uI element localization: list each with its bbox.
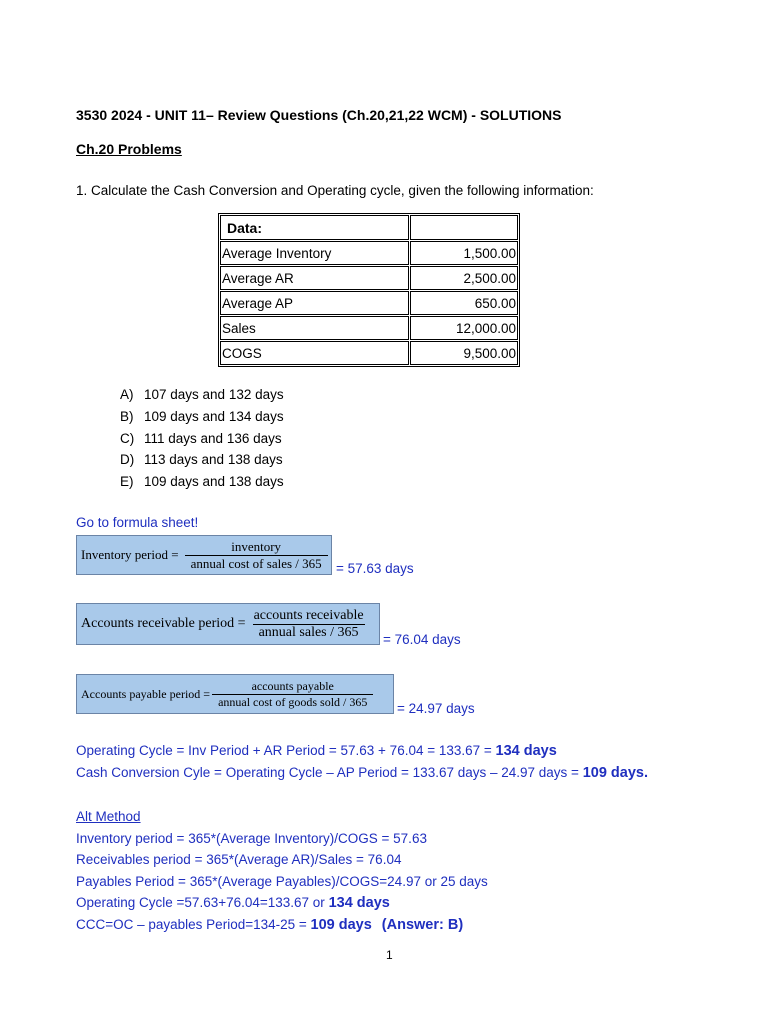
inventory-period-formula: Inventory period = $\frac{\text{inventory}}{\text{annual cost of sales / 365}}$ xyxy=(76,535,332,575)
section-heading: Ch.20 Problems xyxy=(76,141,182,157)
page-number: 1 xyxy=(386,948,393,962)
inventory-period-result: = 57.63 days xyxy=(336,561,414,576)
alt-ccc-line: CCC=OC – payables Period=134-25 = 109 days (Answer: B) xyxy=(76,917,464,933)
table-cell-value: 2,500.00 xyxy=(410,266,518,290)
data-table xyxy=(218,213,520,367)
table-row xyxy=(220,291,518,315)
table-row xyxy=(220,266,518,290)
option-d: D) 113 days and 138 days xyxy=(120,452,283,468)
ap-period-result: = 24.97 days xyxy=(397,701,475,716)
answer-options xyxy=(120,384,284,493)
table-row xyxy=(220,316,518,340)
table-cell-value: 12,000.00 xyxy=(410,316,518,340)
alt-method-heading: Alt Method xyxy=(76,809,141,824)
operating-cycle-line: Operating Cycle = Inv Period + AR Period = 57.63 + 76.04 = 133.67 = 134 days xyxy=(76,743,557,759)
alt-payables-period: Payables Period = 365*(Average Payables)/COGS=24.97 or 25 days xyxy=(76,874,488,889)
option-a: A) 107 days and 132 days xyxy=(120,387,284,402)
alt-operating-cycle: Operating Cycle =57.63+76.04=133.67 or 134 days xyxy=(76,895,390,911)
table-cell-label: Average Inventory xyxy=(220,241,409,265)
table-cell-value: 1,500.00 xyxy=(410,241,518,265)
table-cell-label: Average AR xyxy=(220,266,409,290)
option-e: E) 109 days and 138 days xyxy=(120,474,284,490)
formula-sheet-note: Go to formula sheet! xyxy=(76,515,199,530)
table-row xyxy=(220,241,518,265)
alt-receivables-period: Receivables period = 365*(Average AR)/Sales = 76.04 xyxy=(76,852,402,867)
option-b: B) 109 days and 134 days xyxy=(120,408,284,424)
table-header-value xyxy=(410,215,518,240)
table-header-row xyxy=(220,215,518,240)
table-cell-label: COGS xyxy=(220,341,409,365)
ar-period-formula: Accounts receivable period = $\frac{\text{accounts receivable}}{\text{annual sales / 365}}$ xyxy=(76,603,380,645)
table-cell-label: Sales xyxy=(220,316,409,340)
table-cell-value: 9,500.00 xyxy=(410,341,518,365)
table-cell-value: 650.00 xyxy=(410,291,518,315)
document-title: 3530 2024 - UNIT 11– Review Questions (Ch.20,21,22 WCM) - SOLUTIONS xyxy=(76,107,562,123)
alt-inventory-period: Inventory period = 365*(Average Inventory)/COGS = 57.63 xyxy=(76,831,427,846)
ar-period-result: = 76.04 days xyxy=(383,632,461,647)
table-cell-label: Average AP xyxy=(220,291,409,315)
option-c: C) 111 days and 136 days xyxy=(120,430,282,446)
table-header-label: Data: xyxy=(220,215,409,240)
answer-label: (Answer: B) xyxy=(381,917,464,933)
cash-conversion-cycle-line: Cash Conversion Cyle = Operating Cycle – AP Period = 133.67 days – 24.97 days = 109 days. xyxy=(76,765,648,781)
question-text: 1. Calculate the Cash Conversion and Operating cycle, given the following information: xyxy=(76,183,594,198)
table-row xyxy=(220,341,518,365)
ap-period-formula: Accounts payable period = $\frac{\text{accounts payable}}{\text{annual cost of goods sold / 365}}$ xyxy=(76,674,394,714)
